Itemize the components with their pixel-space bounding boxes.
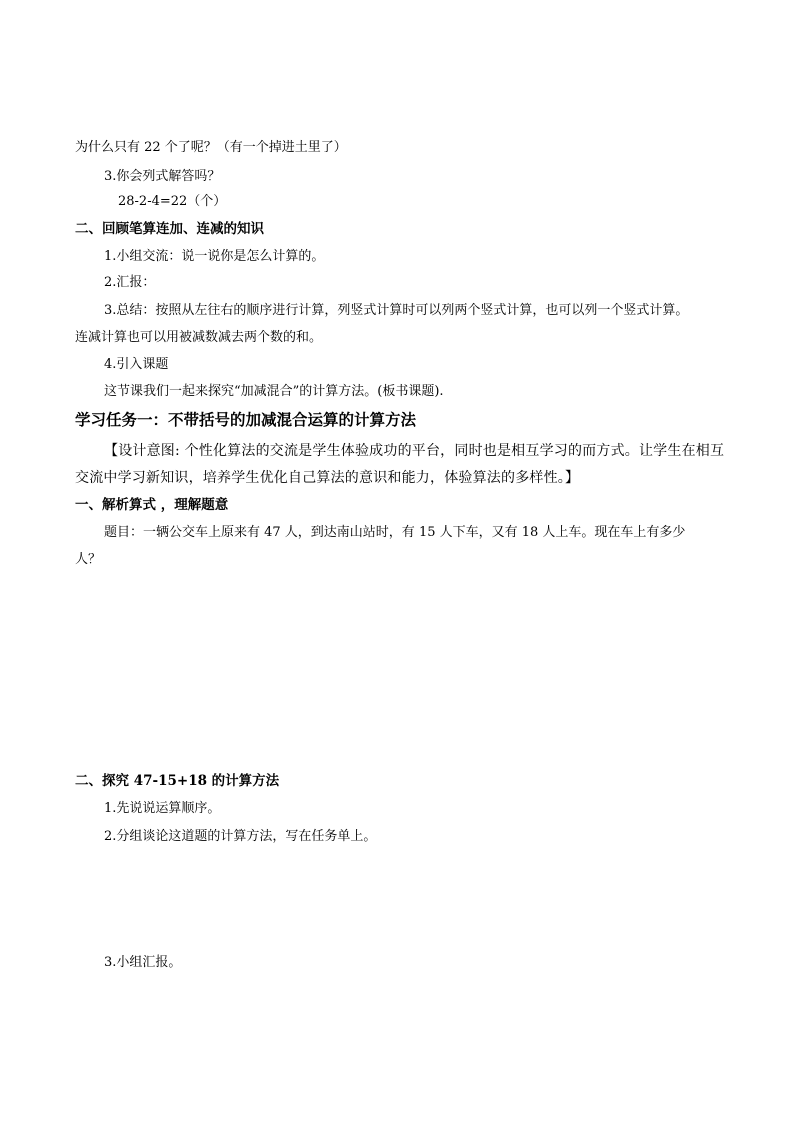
paragraph-operation-order: 1.先说说运算顺序。: [104, 801, 221, 816]
design-intent: 【设计意图: 个性化算法的交流是学生体验成功的平台，同时也是相互学习的而方式。让学生在相互: [104, 443, 725, 459]
paragraph-question-22: 为什么只有 22 个了呢？（有一个掉进土里了）: [75, 140, 347, 155]
paragraph-report: 2.汇报：: [104, 275, 156, 290]
equation-28-2-4: 28-2-4=22（个）: [118, 194, 227, 209]
paragraph-problem-continued: 人？: [75, 552, 102, 567]
paragraph-problem: 题目：一辆公交车上原来有 47 人，到达南山站时，有 15 人下车，又有 18 人上车。现在车上有多少: [104, 525, 686, 540]
paragraph-group-method: 2.分组谈论这道题的计算方法，写在任务单上。: [104, 829, 377, 844]
design-intent-continued: 交流中学习新知识，培养学生优化自己算法的意识和能力，体验算法的多样性。】: [75, 470, 580, 486]
paragraph-group-discussion: 1.小组交流：说一说你是怎么计算的。: [104, 249, 325, 264]
task-heading-one: 学习任务一：不带括号的加减混合运算的计算方法: [75, 410, 417, 429]
paragraph-introduce-topic: 4.引入课题: [104, 357, 169, 372]
section-heading-explore: 二、探究 47-15+18 的计算方法: [75, 773, 280, 789]
paragraph-can-you-solve: 3.你会列式解答吗？: [104, 169, 221, 184]
paragraph-lesson-intro: 这节课我们一起来探究“加减混合”的计算方法。(板书课题).: [104, 384, 444, 399]
paragraph-group-report: 3.小组汇报。: [104, 955, 182, 970]
section-heading-review: 二、回顾笔算连加、连减的知识: [75, 221, 264, 237]
paragraph-summary-continued: 连减计算也可以用被减数减去两个数的和。: [75, 330, 323, 345]
section-heading-analyze: 一、解析算式 ，理解题意: [75, 497, 229, 513]
paragraph-summary: 3.总结：按照从左往右的顺序进行计算，列竖式计算时可以列两个竖式计算，也可以列一个竖式计算。: [104, 303, 689, 318]
